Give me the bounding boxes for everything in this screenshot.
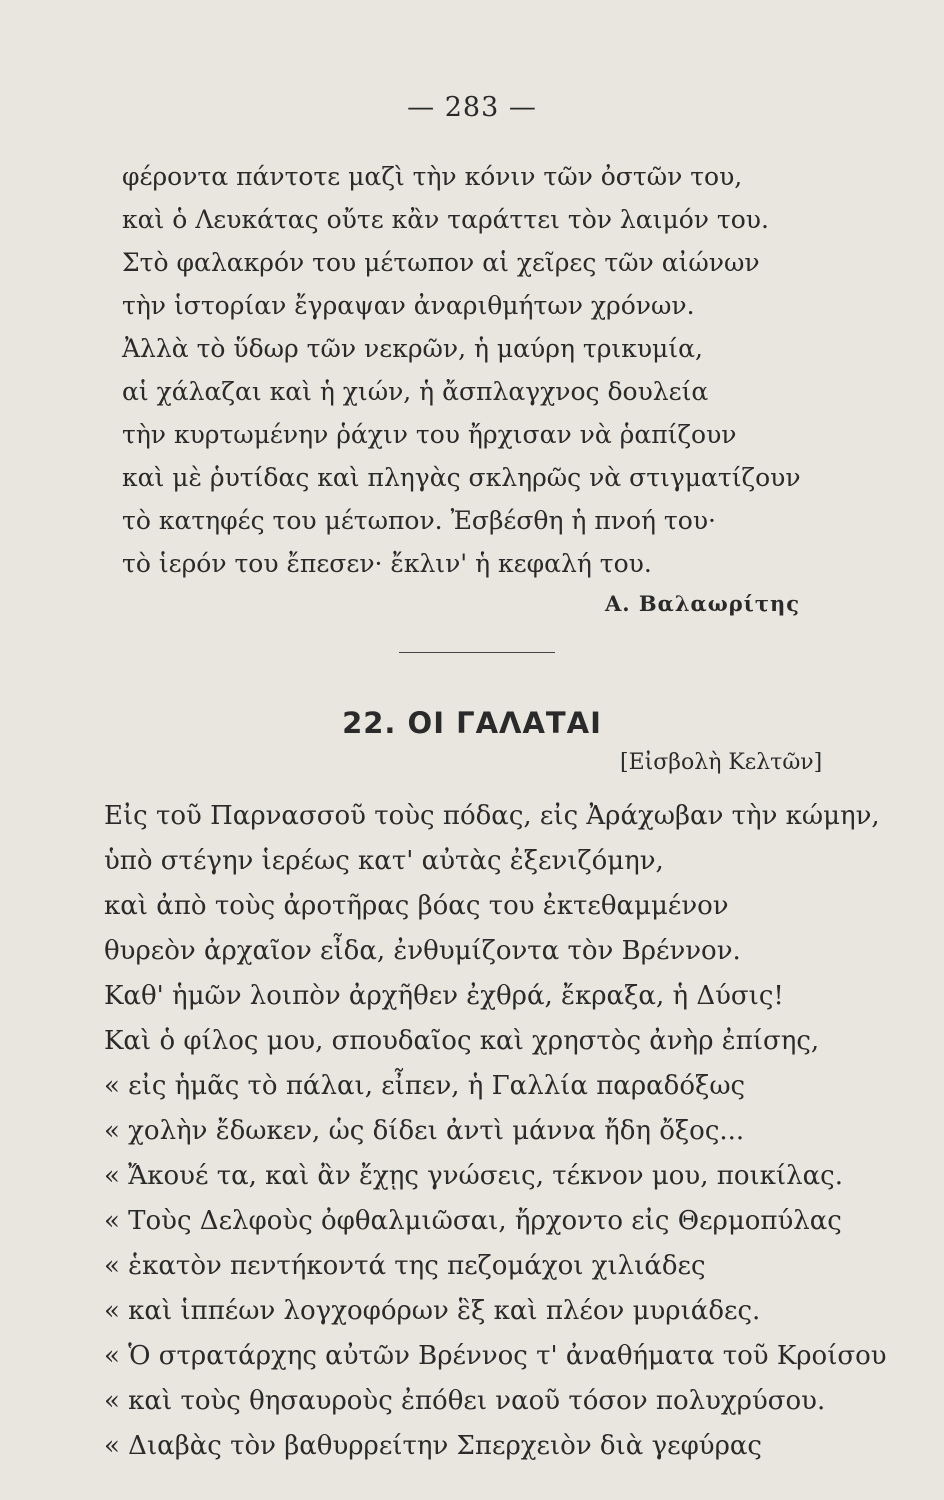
verse-line: « χολὴν ἔδωκεν, ὡς δίδει ἀντὶ μάννα ἤδη ὄξος... — [104, 1116, 745, 1146]
page-number: — 283 — — [407, 92, 537, 123]
verse-line: τὴν κυρτωμένην ῥάχιν του ἤρχισαν νὰ ῥαπίζουν — [122, 420, 737, 449]
verse-line: « Διαβὰς τὸν βαθυρρείτην Σπερχειὸν διὰ γεφύρας — [104, 1431, 762, 1461]
verse-line: ὑπὸ στέγην ἱερέως κατ' αὐτὰς ἐξενιζόμην, — [104, 846, 664, 876]
verse-line: Στὸ φαλακρόν του μέτωπον αἱ χεῖρες τῶν αἰώνων — [122, 248, 760, 277]
verse-line: « ἑκατὸν πεντήκοντά της πεζομάχοι χιλιάδες — [104, 1251, 706, 1281]
section-title: 22. ΟΙ ΓΑΛΑΤΑΙ — [342, 706, 602, 740]
author-attribution: Α. Βαλαωρίτης — [605, 591, 801, 616]
verse-line: θυρεὸν ἀρχαῖον εἶδα, ἐνθυμίζοντα τὸν Βρέννον. — [104, 936, 741, 966]
verse-line: τὸ ἱερόν του ἔπεσεν· ἔκλιν' ἡ κεφαλή του. — [122, 549, 652, 578]
verse-line: Εἰς τοῦ Παρνασσοῦ τοὺς πόδας, εἰς Ἀράχωβαν τὴν κώμην, — [104, 801, 880, 831]
verse-line: « καὶ τοὺς θησαυροὺς ἐπόθει ναοῦ τόσον πολυχρύσου. — [104, 1386, 826, 1416]
verse-line: καὶ ἀπὸ τοὺς ἀροτῆρας βόας του ἐκτεθαμμένον — [104, 891, 729, 921]
verse-line: καὶ μὲ ῥυτίδας καὶ πληγὰς σκληρῶς νὰ στιγματίζουν — [122, 463, 801, 492]
section-subtitle: [Εἰσβολὴ Κελτῶν] — [620, 750, 823, 775]
verse-line: « εἰς ἡμᾶς τὸ πάλαι, εἶπεν, ἡ Γαλλία παραδόξως — [104, 1071, 746, 1101]
verse-line: τὴν ἱστορίαν ἔγραψαν ἀναριθμήτων χρόνων. — [122, 291, 695, 320]
verse-line: φέροντα πάντοτε μαζὶ τὴν κόνιν τῶν ὀστῶν του, — [122, 162, 743, 191]
verse-line: Ἀλλὰ τὸ ὕδωρ τῶν νεκρῶν, ἡ μαύρη τρικυμία, — [122, 334, 703, 363]
verse-line: « Ἄκουέ τα, καὶ ἂν ἔχῃς γνώσεις, τέκνον μου, ποικίλας. — [104, 1161, 843, 1191]
verse-line: Καθ' ἡμῶν λοιπὸν ἀρχῆθεν ἐχθρά, ἔκραξα, ἡ Δύσις! — [104, 981, 784, 1011]
verse-line: « καὶ ἱππέων λογχοφόρων ἓξ καὶ πλέον μυριάδες. — [104, 1296, 761, 1326]
verse-line: αἱ χάλαζαι καὶ ἡ χιών, ἡ ἄσπλαγχνος δουλεία — [122, 377, 709, 406]
verse-line: καὶ ὁ Λευκάτας οὔτε κἂν ταράττει τὸν λαιμόν του. — [122, 205, 769, 234]
verse-line: « Ὁ στρατάρχης αὐτῶν Βρέννος τ' ἀναθήματα τοῦ Κροίσου — [104, 1341, 887, 1371]
verse-line: τὸ κατηφές του μέτωπον. Ἐσβέσθη ἡ πνοή του· — [122, 506, 716, 535]
section-divider — [399, 652, 555, 653]
verse-line: « Τοὺς Δελφοὺς ὀφθαλμιῶσαι, ἤρχοντο εἰς Θερμοπύλας — [104, 1206, 842, 1236]
verse-line: Καὶ ὁ φίλος μου, σπουδαῖος καὶ χρηστὸς ἀνὴρ ἐπίσης, — [104, 1026, 820, 1056]
